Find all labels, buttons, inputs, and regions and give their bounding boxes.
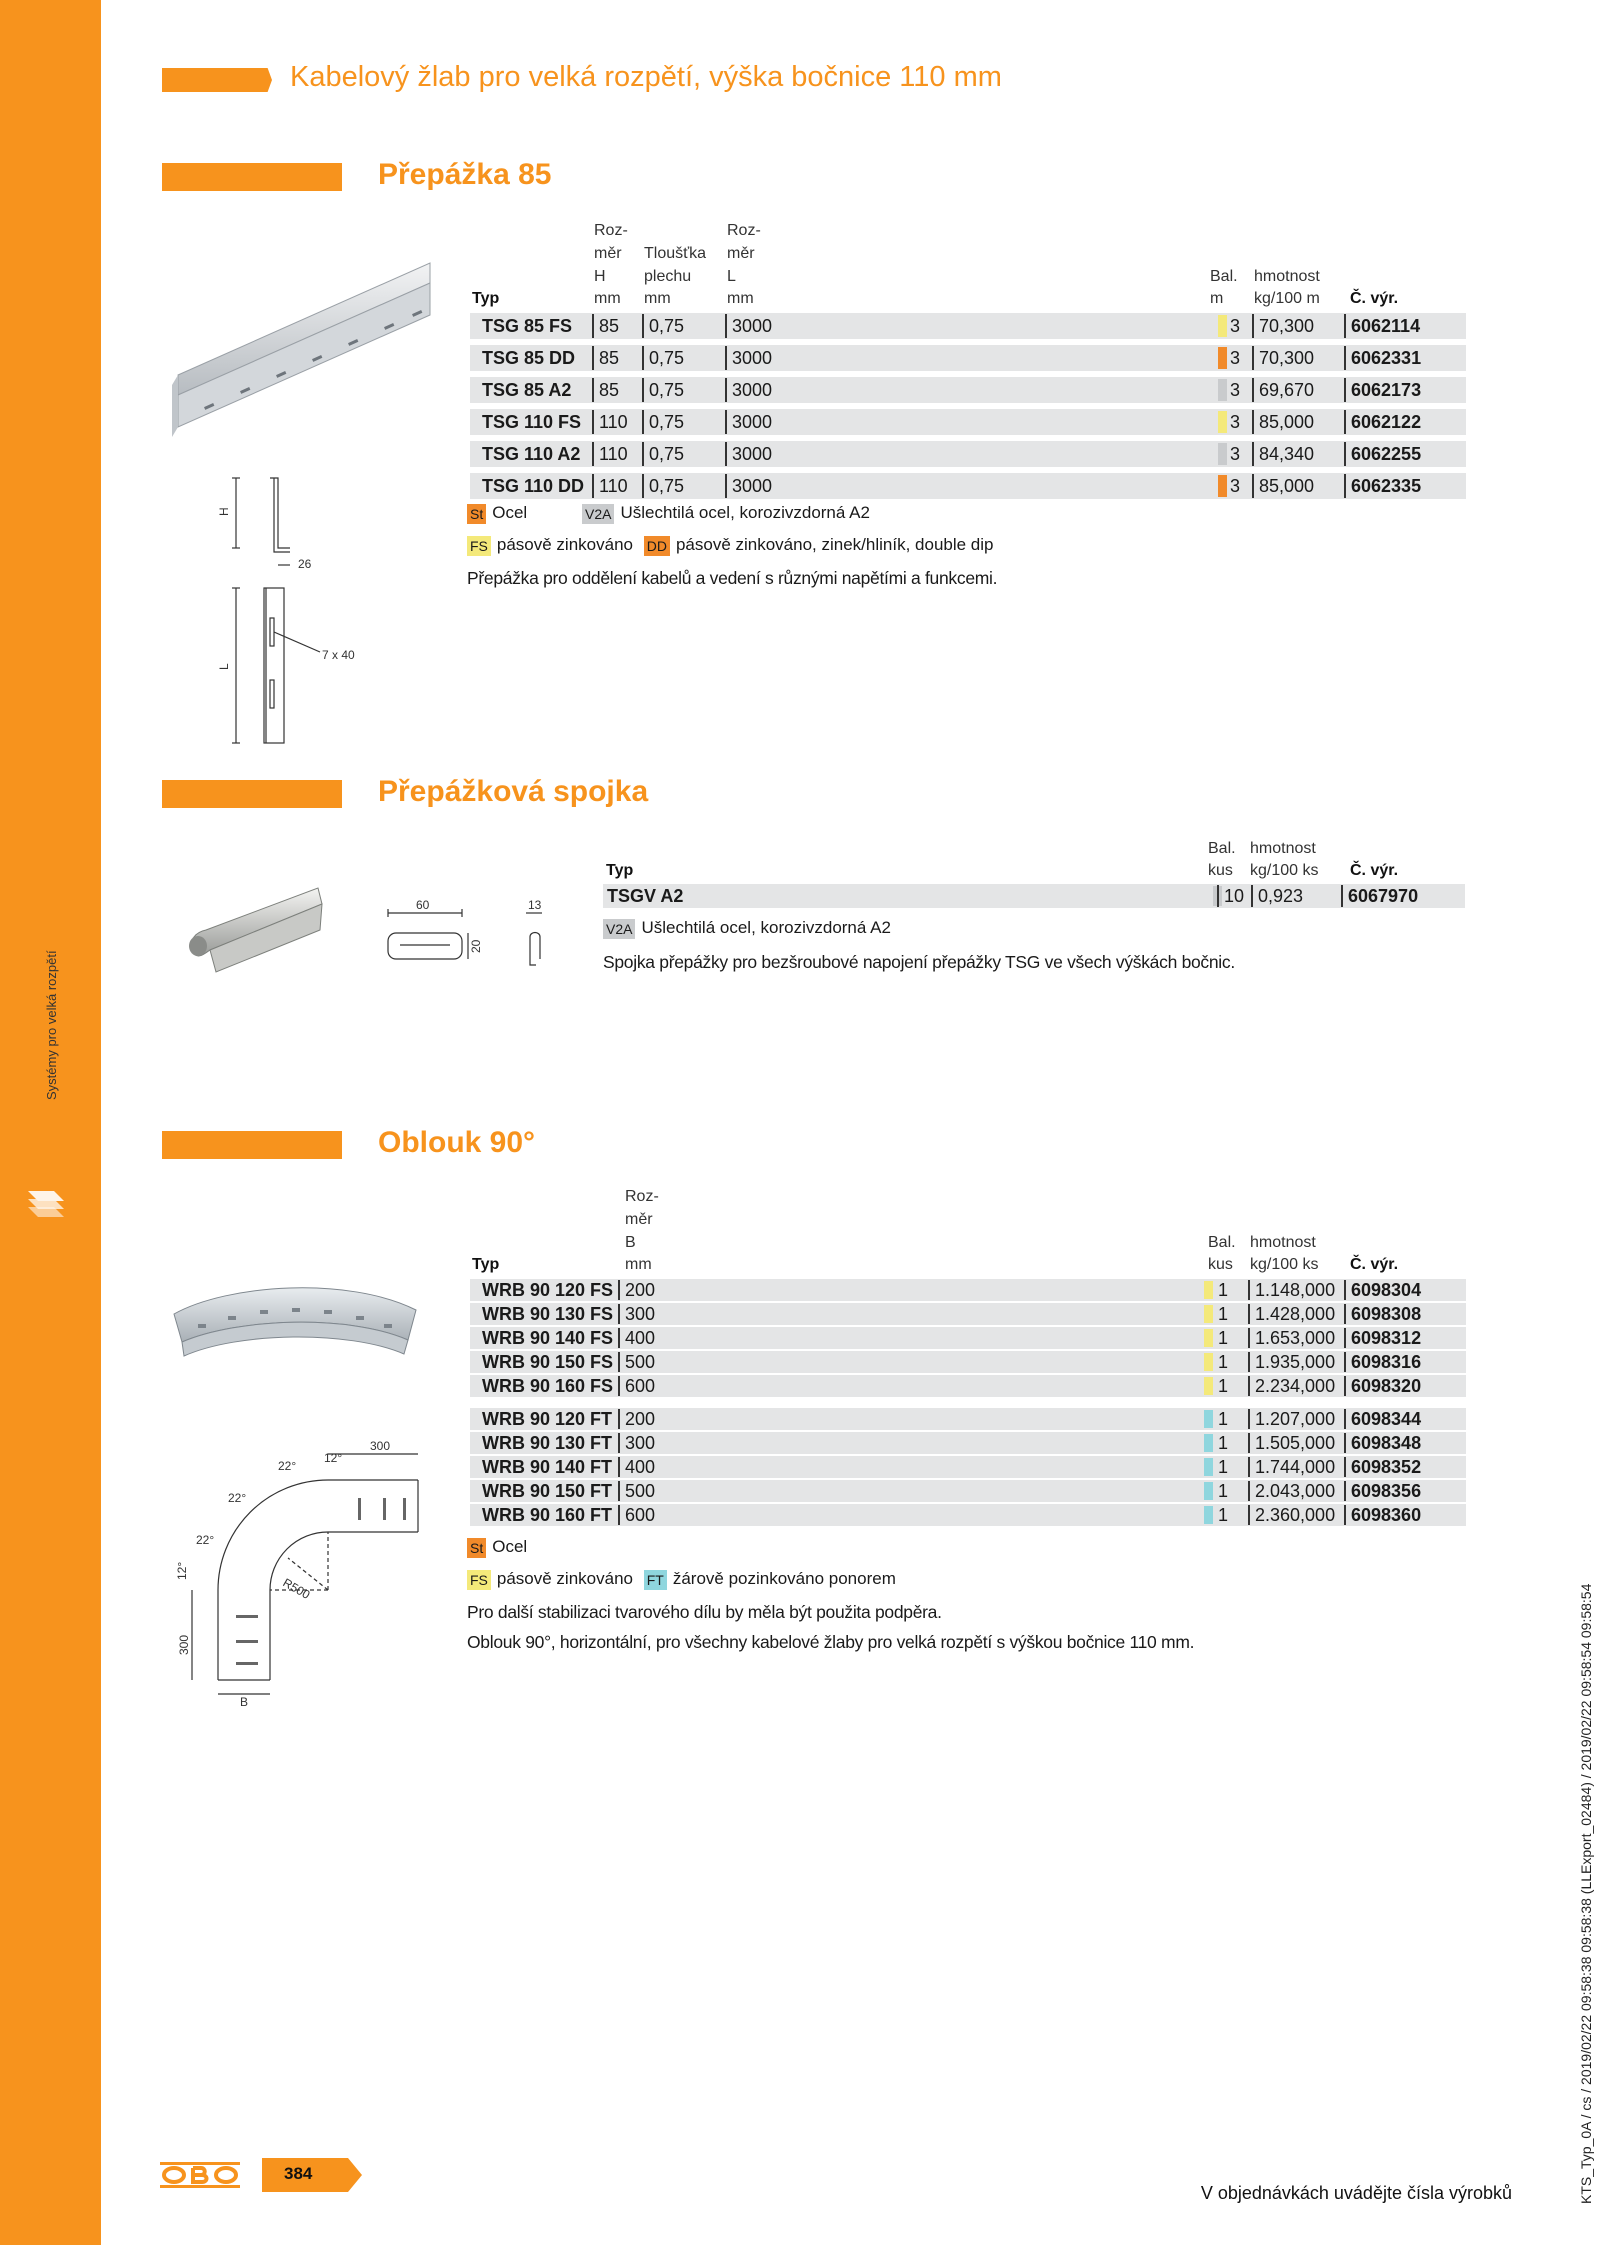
badge-fs: FS [467,1570,491,1590]
section-bar [162,1131,342,1159]
col-b-header-3: B [625,1234,636,1251]
col-hm-header-1: hmotnost [1250,840,1316,857]
col-cv-header: Č. výr. [1350,862,1399,879]
cell-cv: 6098320 [1344,1376,1421,1396]
table-row [470,1375,1466,1397]
cell-hm: 1.744,000 [1248,1457,1335,1477]
dim-l-label: L [217,663,231,670]
cell-bal: 3 [1230,412,1241,432]
cell-b: 600 [618,1505,655,1525]
dim-300a: 300 [370,1439,391,1453]
cell-hm: 2.360,000 [1248,1505,1335,1525]
dim-angle-22a: 22° [278,1459,297,1473]
cell-cv: 6098348 [1344,1433,1421,1453]
finish-marker [1204,1482,1213,1500]
legend-v2a-text: Ušlechtilá ocel, korozivzdorná A2 [620,503,870,522]
cell-typ: TSGV A2 [607,886,684,906]
cell-t: 0,75 [642,346,684,370]
cell-t: 0,75 [642,410,684,434]
cell-h: 85 [592,346,619,370]
cell-l: 3000 [725,346,772,370]
cell-bal: 1 [1218,1376,1229,1396]
cell-cv: 6098360 [1344,1505,1421,1525]
section-title: Oblouk 90° [378,1126,536,1159]
dim-h-label: H [217,507,231,516]
table-row [470,1303,1466,1325]
cell-hm: 85,000 [1252,474,1314,498]
cell-typ: WRB 90 120 FS [482,1280,614,1300]
cell-hm: 85,000 [1252,410,1314,434]
row-background [470,345,1466,371]
cell-typ: TSG 110 DD [482,476,585,496]
dim-20-label: 20 [469,939,483,953]
export-metadata: KTS_Typ_0A / cs / 2019/02/22 09:58:38 09:58:38 (LLExport_02484) / 2019/02/22 09:58:54 09:58:54 [1578,1583,1594,2204]
col-h-header-3: H [594,268,606,285]
badge-fs: FS [467,536,491,556]
cell-hm: 2.043,000 [1248,1481,1335,1501]
cell-bal: 1 [1218,1481,1229,1501]
finish-marker [1204,1506,1213,1524]
finish-marker [1218,475,1227,497]
finish-marker [1204,1434,1213,1452]
dim-angle-22c: 22° [196,1533,215,1547]
cell-bal: 3 [1230,316,1241,336]
cell-cv: 6062173 [1344,378,1421,402]
cell-typ: WRB 90 130 FS [482,1304,614,1324]
finish-marker [1204,1281,1213,1299]
dim-r500: R500 [280,1575,313,1602]
dim-angle-12a: 12° [324,1451,343,1465]
cell-h: 110 [592,410,628,434]
cell-cv: 6098304 [1344,1280,1421,1300]
cell-cv: 6062122 [1344,410,1421,434]
col-typ-header: Typ [472,290,500,307]
cell-bal: 1 [1218,1457,1229,1477]
section-note: Pro další stabilizaci tvarového dílu by měla být použita podpěra. [467,1602,942,1622]
obo-logo [160,2162,240,2188]
cell-bal: 3 [1230,444,1241,464]
legend-row-2 [467,535,994,556]
col-bal-header-2: m [1210,290,1224,307]
bend-product-image [168,1270,428,1360]
sidebar-label: Systémy pro velká rozpětí [44,950,59,1100]
cell-l: 3000 [725,314,772,338]
cell-b: 400 [618,1328,655,1348]
dim-holes-label: 7 x 40 [322,648,355,662]
cell-b: 300 [618,1304,655,1324]
cell-l: 3000 [725,378,772,402]
table-row [470,1408,1466,1430]
cell-cv: 6062114 [1344,314,1420,338]
cell-cv: 6067970 [1341,885,1418,907]
legend-fs-text: pásově zinkováno [496,1569,633,1588]
col-h-header-2: měr [594,245,622,262]
cell-b: 600 [618,1376,655,1396]
cell-cv: 6062255 [1344,442,1421,466]
legend-fs-text: pásově zinkováno [496,535,633,554]
page-title: Kabelový žlab pro velká rozpětí, výška bočnice 110 mm [290,61,1002,93]
cell-hm: 84,340 [1252,442,1314,466]
legend-st-text: Ocel [492,1537,528,1556]
col-b-header-1: Roz- [625,1188,659,1205]
finish-marker [1204,1410,1213,1428]
legend-ft-text: žárově pozinkováno ponorem [672,1569,896,1588]
legend-v2a-text: Ušlechtilá ocel, korozivzdorná A2 [641,918,891,937]
footer-note: V objednávkách uvádějte čísla výrobků [1200,2183,1512,2203]
table-row [470,1504,1466,1526]
cell-t: 0,75 [642,314,684,338]
cell-hm: 1.505,000 [1248,1433,1335,1453]
cell-b: 400 [618,1457,655,1477]
cell-typ: WRB 90 140 FS [482,1328,614,1348]
cell-typ: TSG 85 DD [482,348,576,368]
cell-cv: 6098344 [1344,1409,1421,1429]
cell-cv: 6062331 [1344,346,1421,370]
cell-hm: 1.653,000 [1248,1328,1335,1348]
table-row [470,473,1466,499]
cell-typ: WRB 90 150 FT [482,1481,613,1501]
table-row [470,1351,1466,1373]
legend-st-text: Ocel [492,503,528,522]
section-description: Oblouk 90°, horizontální, pro všechny kabelové žlaby pro velká rozpětí s výškou bočnice 110 mm. [467,1632,1195,1652]
cell-h: 85 [592,314,619,338]
col-bal-header-1: Bal. [1210,268,1238,285]
col-l-header-1: Roz- [727,222,761,239]
cell-hm: 1.935,000 [1248,1352,1335,1372]
legend-row-1 [467,1537,527,1558]
cell-h: 110 [592,474,628,498]
badge-st: St [467,1538,486,1558]
col-h-header-1: Roz- [594,222,628,239]
row-background [470,313,1466,339]
cell-l: 3000 [725,442,772,466]
cell-hm: 2.234,000 [1248,1376,1335,1396]
table-row [470,1432,1466,1454]
cable-tray-icon [24,1185,68,1225]
col-typ-header: Typ [606,862,634,879]
cell-typ: WRB 90 160 FS [482,1376,614,1396]
table-row [470,377,1466,403]
dim-13-label: 13 [528,898,542,912]
cell-l: 3000 [725,410,772,434]
col-bal-header-2: kus [1208,862,1233,879]
section-bar [162,780,342,808]
section-title: Přepážková spojka [378,775,649,808]
col-l-header-3: L [727,268,736,285]
cell-bal: 1 [1218,1352,1229,1372]
cell-typ: TSG 85 FS [482,316,573,336]
finish-marker [1218,347,1227,369]
cell-cv: 6098316 [1344,1352,1421,1372]
page-number: 384 [284,2164,313,2183]
dim-b: B [240,1695,249,1709]
cell-cv: 6098312 [1344,1328,1421,1348]
col-bal-header-1: Bal. [1208,1234,1236,1251]
legend-row-1 [467,503,527,524]
badge-v2a: V2A [603,919,635,939]
badge-dd: DD [644,536,670,556]
cell-typ: WRB 90 140 FT [482,1457,613,1477]
cell-b: 200 [618,1280,655,1300]
cell-bal: 1 [1218,1304,1229,1324]
dim-angle-12b: 12° [175,1561,189,1580]
col-hm-header-1: hmotnost [1250,1234,1316,1251]
dim-60-label: 60 [416,898,430,912]
cell-typ: WRB 90 130 FT [482,1433,613,1453]
dim-26-label: 26 [298,557,312,571]
connector-dimension-drawing [380,895,560,975]
finish-marker [1204,1458,1213,1476]
col-b-header-2: měr [625,1211,653,1228]
col-t-header-2: Tloušťka [644,245,707,262]
col-hm-header-2: kg/100 ks [1250,862,1319,879]
col-b-header-4: mm [625,1256,652,1273]
col-h-header-4: mm [594,290,621,307]
legend-row-1b [582,503,870,524]
cell-typ: WRB 90 160 FT [482,1505,613,1525]
cell-t: 0,75 [642,474,684,498]
bend-dimension-drawing [175,1439,438,1710]
col-bal-header-2: kus [1208,1256,1233,1273]
finish-marker [1204,1353,1213,1371]
cell-b: 300 [618,1433,655,1453]
table-row [470,1327,1466,1349]
legend-row-2 [467,1569,896,1590]
connector-product-image [186,880,326,980]
section-title: Přepážka 85 [378,158,552,191]
badge-ft: FT [644,1570,667,1590]
header-bar [162,68,272,92]
cell-b: 200 [618,1409,655,1429]
cell-hm: 70,300 [1252,314,1314,338]
cell-hm: 1.428,000 [1248,1304,1335,1324]
legend-dd-text: pásově zinkováno, zinek/hliník, double dip [675,535,994,554]
finish-marker [1218,411,1227,433]
cell-typ: TSG 110 A2 [482,444,581,464]
col-t-header-3: plechu [644,268,692,285]
cell-h: 85 [592,378,619,402]
legend-row-1 [603,918,891,939]
cell-bal: 1 [1218,1505,1229,1525]
cell-hm: 69,670 [1252,378,1314,402]
cell-h: 110 [592,442,628,466]
cell-b: 500 [618,1481,655,1501]
section-description: Spojka přepážky pro bezšroubové napojení přepážky TSG ve všech výškách bočnic. [603,952,1235,972]
col-hm-header-2: kg/100 ks [1250,1256,1319,1273]
table-row [470,1480,1466,1502]
cell-bal: 3 [1230,348,1241,368]
table-row [470,1456,1466,1478]
cell-typ: WRB 90 120 FT [482,1409,613,1429]
side-strip [0,0,101,2245]
cell-bal: 1 [1218,1328,1229,1348]
badge-st: St [467,504,486,524]
cell-hm: 1.148,000 [1248,1280,1335,1300]
table-row [470,1279,1466,1301]
col-typ-header: Typ [472,1256,500,1273]
table-row [603,884,1465,908]
finish-marker [1204,1329,1213,1347]
col-cv-header: Č. výr. [1350,290,1399,307]
dim-300b: 300 [177,1634,191,1655]
table-row [470,409,1466,435]
cell-bal: 1 [1218,1409,1229,1429]
cell-hm: 70,300 [1252,346,1314,370]
finish-marker [1218,443,1227,465]
cell-cv: 6098308 [1344,1304,1421,1324]
divider-dimension-drawing [200,470,380,750]
cell-bal: 3 [1230,380,1241,400]
col-hm-header-1: hmotnost [1254,268,1320,285]
cell-hm: 0,923 [1251,885,1303,907]
divider-product-image [168,255,436,445]
cell-typ: WRB 90 150 FS [482,1352,614,1372]
col-bal-header-1: Bal. [1208,840,1236,857]
dim-angle-22b: 22° [228,1491,247,1505]
cell-l: 3000 [725,474,772,498]
finish-marker [1218,379,1227,401]
cell-typ: TSG 85 A2 [482,380,572,400]
row-background [603,884,1465,908]
col-l-header-4: mm [727,290,754,307]
finish-marker [1204,1305,1213,1323]
section-bar [162,163,342,191]
cell-cv: 6098352 [1344,1457,1421,1477]
table-row [470,313,1466,339]
badge-v2a: V2A [582,504,614,524]
cell-t: 0,75 [642,378,684,402]
cell-cv: 6062335 [1344,474,1421,498]
col-l-header-2: měr [727,245,755,262]
row-background [470,377,1466,403]
finish-marker [1218,315,1227,337]
cell-bal: 1 [1218,1433,1229,1453]
cell-b: 500 [618,1352,655,1372]
col-hm-header-2: kg/100 m [1254,290,1320,307]
cell-cv: 6098356 [1344,1481,1421,1501]
col-cv-header: Č. výr. [1350,1256,1399,1273]
cell-bal: 3 [1230,476,1241,496]
cell-bal: 10 [1217,885,1244,907]
table-row [470,441,1466,467]
cell-t: 0,75 [642,442,684,466]
cell-typ: TSG 110 FS [482,412,582,432]
table-row [470,345,1466,371]
cell-hm: 1.207,000 [1248,1409,1335,1429]
section-description: Přepážka pro oddělení kabelů a vedení s různými napětími a funkcemi. [467,568,998,588]
cell-bal: 1 [1218,1280,1229,1300]
col-t-header-4: mm [644,290,671,307]
finish-marker [1204,1377,1213,1395]
